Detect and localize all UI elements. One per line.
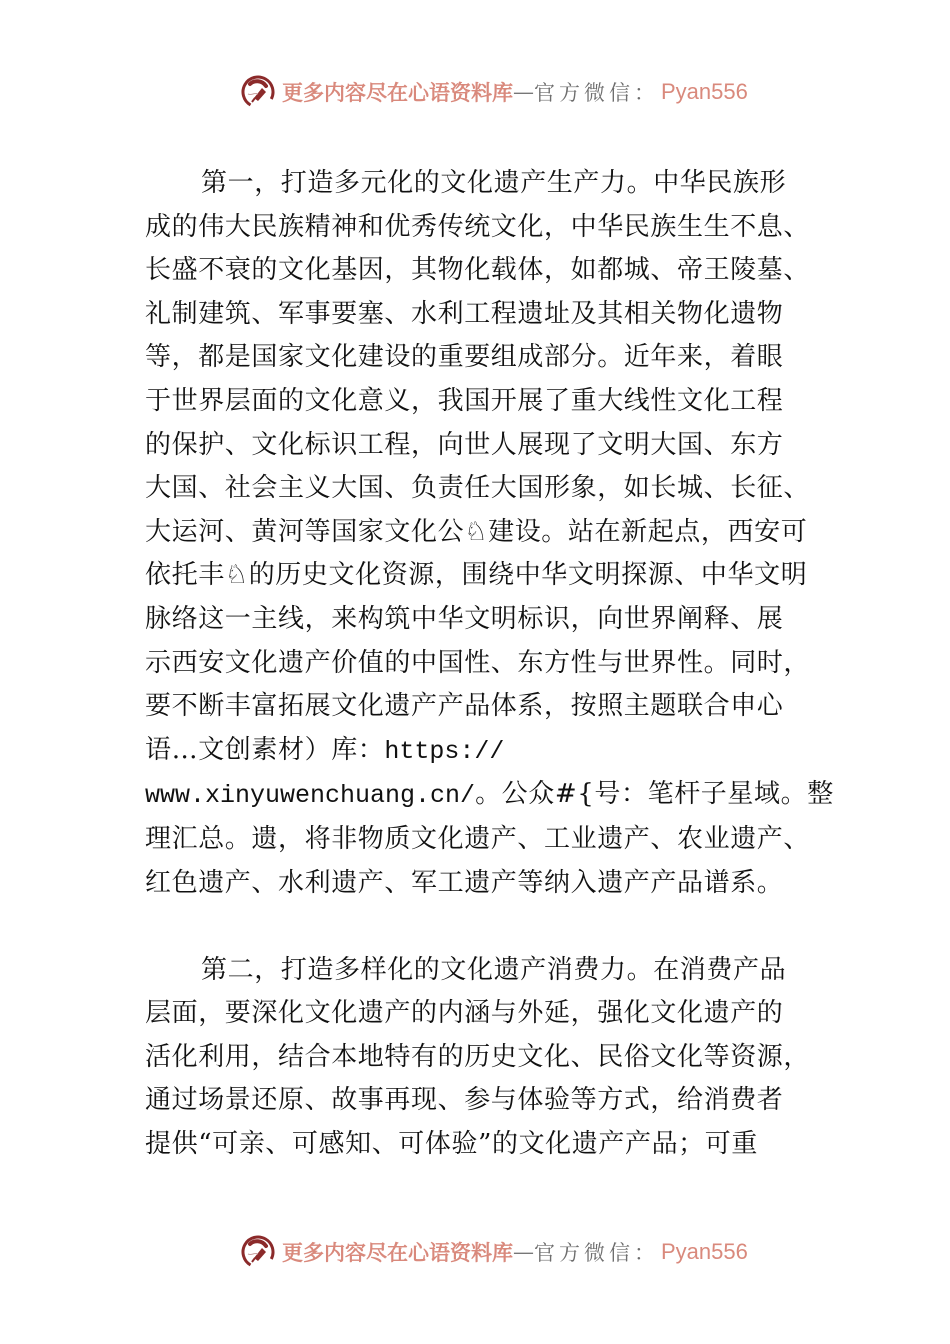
url-link: www.xinyuwenchuang.cn/	[145, 781, 476, 811]
text-line: 层面，要深化文化遗产的内涵与外延，强化文化遗产的	[145, 998, 784, 1029]
url-prefix: https://	[384, 736, 505, 766]
promo-text: 更多内容尽在心语资料库	[282, 1240, 513, 1265]
text-line: 大国、社会主义大国、负责任大国形象，如长城、长征、	[145, 473, 811, 504]
text-line: 于世界层面的文化意义，我国开展了重大线性文化工程	[145, 385, 784, 416]
footer-watermark-banner	[240, 1232, 748, 1272]
text-line: 第一，打造多元化的文化遗产生产力。中华民族形	[201, 168, 787, 198]
separator-dash: —	[513, 80, 534, 104]
text-line-with-url	[145, 773, 834, 818]
text-line: 礼制建筑、军事要塞、水利工程遗址及其相关物化遗物	[145, 298, 784, 329]
text-line: 依托丰♘的历史文化资源，围绕中华文明探源、中华文明	[145, 560, 808, 591]
text-line: 红色遗产、水利遗产、军工遗产等纳入遗产产品谱系。	[145, 867, 784, 898]
text-line: 的保护、文化标识工程，向世人展现了文明大国、东方	[145, 429, 784, 460]
promo-text: 更多内容尽在心语资料库	[282, 80, 513, 105]
quill-pen-logo-icon	[240, 1234, 276, 1270]
wechat-label: 官方微信：	[534, 81, 659, 105]
paragraph-spacer	[145, 905, 825, 949]
text-line: 等，都是国家文化建设的重要组成部分。近年来，着眼	[145, 342, 784, 373]
text-line: 要不断丰富拓展文化遗产产品体系，按照主题联合申心	[145, 691, 784, 722]
text-line: 长盛不衰的文化基因，其物化载体，如都城、帝王陵墓、	[145, 255, 811, 286]
text-line: 第二，打造多样化的文化遗产消费力。在消费产品	[201, 954, 787, 985]
text-line: 理汇总。遗，将非物质文化遗产、工业遗产、农业遗产、	[145, 823, 811, 854]
text-segment: 语…文创素材）库：	[145, 734, 385, 765]
text-line: 通过场景还原、故事再现、参与体验等方式，给消费者	[145, 1085, 784, 1116]
text-line: 活化利用，结合本地特有的历史文化、民俗文化等资源，	[145, 1041, 811, 1072]
paragraph-2	[145, 949, 825, 1167]
paragraph-1	[145, 162, 834, 905]
text-line: 大运河、黄河等国家文化公♘建设。站在新起点，西安可	[145, 516, 808, 547]
wechat-id: Pyan556	[661, 1239, 748, 1264]
text-segment: 。公众#{号：笔杆子星域。整	[475, 779, 834, 810]
text-line: 成的伟大民族精神和优秀传统文化，中华民族生生不息、	[145, 211, 811, 242]
text-line: 脉络这一主线，来构筑中华文明标识，向世界阐释、展	[145, 603, 784, 634]
header-watermark-banner	[240, 72, 748, 112]
separator-dash: —	[513, 1240, 534, 1264]
wechat-id: Pyan556	[661, 79, 748, 104]
wechat-label: 官方微信：	[534, 1241, 659, 1265]
text-line-with-url	[145, 729, 825, 774]
text-line: 提供“可亲、可感知、可体验”的文化遗产产品；可重	[145, 1129, 758, 1160]
text-line: 示西安文化遗产价值的中国性、东方性与世界性。同时，	[145, 647, 811, 678]
quill-pen-logo-icon	[240, 74, 276, 110]
document-body	[145, 162, 834, 1167]
